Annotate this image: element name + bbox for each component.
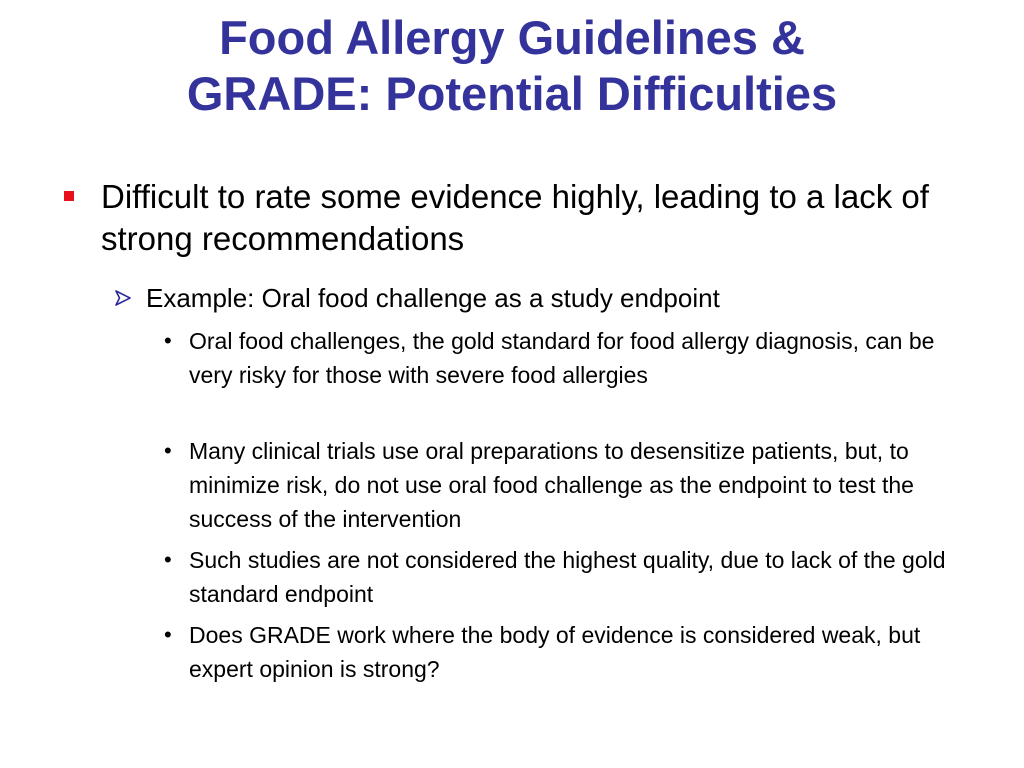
bullet-level-3-text: Such studies are not considered the highest quality, due to lack of the gold standard endpoint [189,547,946,607]
bullet-level-3 [164,324,964,392]
bullet-level-3 [164,434,964,536]
slide-title [40,10,984,123]
bullet-level-1 [62,176,962,260]
bullet-level-3-text: Oral food challenges, the gold standard for food allergy diagnosis, can be very risky for those with severe food allergies [189,328,935,388]
square-bullet-icon [64,191,74,201]
slide-title-line-2: GRADE: Potential Difficulties [186,67,838,121]
arrow-bullet-icon [114,289,132,307]
bullet-level-3-text: Many clinical trials use oral preparations to desensitize patients, but, to minimize risk, do not use oral food challenge as the endpoint to test the success of the intervention [189,438,914,532]
bullet-level-2-text: Example: Oral food challenge as a study endpoint [146,283,720,313]
bullet-level-3 [164,543,964,611]
bullet-level-1-text: Difficult to rate some evidence highly, leading to a lack of strong recommendations [101,178,929,257]
dot-bullet-icon: • [164,328,172,353]
bullet-level-3-text: Does GRADE work where the body of evidence is considered weak, but expert opinion is strong? [189,622,921,682]
bullet-level-3 [164,618,964,686]
bullet-level-2 [114,281,964,315]
slide-title-line-1: Food Allergy Guidelines & [219,11,805,64]
dot-bullet-icon: • [164,547,172,572]
dot-bullet-icon: • [164,438,172,463]
dot-bullet-icon: • [164,622,172,647]
